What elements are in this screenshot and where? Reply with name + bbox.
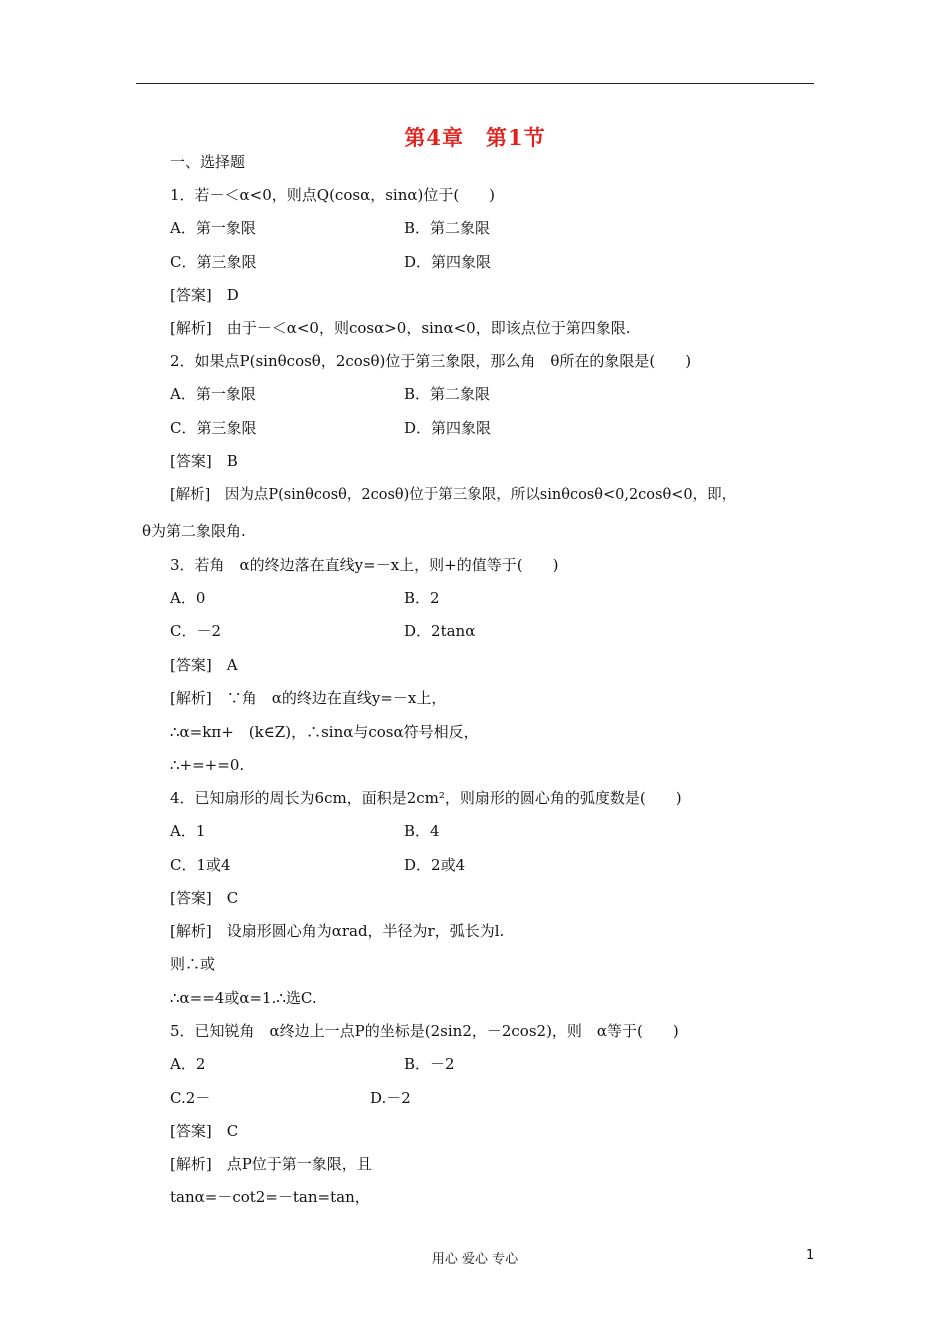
q3-analysis-line3: ∴+=+=0. — [170, 756, 245, 774]
q3-option-b: B．2 — [404, 589, 440, 607]
q2-analysis: [解析] 因为点P(sinθcosθ，2cosθ)位于第三象限，所以sinθcosθ<0,2cosθ<0，即， — [170, 487, 737, 503]
q3-option-c: C．－2 — [170, 622, 222, 640]
q5-option-b: B．－2 — [404, 1055, 455, 1073]
q4-analysis-line3: ∴α==4或α=1.∴选C. — [170, 989, 317, 1007]
q3-analysis-line2: ∴α=kπ+ (k∈Z)，∴sinα与cosα符号相反， — [170, 723, 479, 741]
q5-option-c: C.2－ — [170, 1089, 211, 1107]
title-section: 第1节 — [486, 125, 546, 150]
q1-option-a: A．第一象限 — [170, 219, 256, 237]
q1-analysis: [解析] 由于－＜α<0，则cosα>0，sinα<0，即该点位于第四象限. — [170, 319, 631, 337]
header-rule — [136, 83, 814, 84]
q2-option-a: A．第一象限 — [170, 385, 256, 403]
page-number: 1 — [806, 1248, 815, 1263]
q5-option-a: A．2 — [170, 1055, 206, 1073]
q4-option-d: D．2或4 — [404, 856, 466, 874]
q4-analysis: [解析] 设扇形圆心角为αrad，半径为r，弧长为l. — [170, 922, 505, 940]
q3-option-a: A．0 — [170, 589, 206, 607]
q2-answer: [答案] B — [170, 452, 238, 470]
q4-answer: [答案] C — [170, 889, 239, 907]
q2-option-c: C．第三象限 — [170, 419, 257, 437]
title-chapter: 第4章 — [404, 125, 464, 150]
q5-analysis: [解析] 点P位于第一象限，且 — [170, 1155, 372, 1173]
question-1: 1．若－＜α<0，则点Q(cosα，sinα)位于( ) — [170, 186, 496, 204]
q1-option-c: C．第三象限 — [170, 253, 257, 271]
q4-option-c: C．1或4 — [170, 856, 231, 874]
question-4: 4．已知扇形的周长为6cm，面积是2cm²，则扇形的圆心角的弧度数是( ) — [170, 789, 682, 807]
footer-text: 用心 爱心 专心 — [431, 1252, 519, 1267]
page-title — [0, 122, 950, 152]
question-3: 3．若角 α的终边落在直线y=－x上，则+的值等于( ) — [170, 556, 559, 574]
q3-answer: [答案] A — [170, 656, 238, 674]
q5-option-d: D.－2 — [370, 1089, 411, 1107]
question-2: 2．如果点P(sinθcosθ，2cosθ)位于第三象限，那么角 θ所在的象限是( ) — [170, 352, 692, 370]
section-heading: 一、选择题 — [170, 153, 246, 171]
q2-option-b: B．第二象限 — [404, 385, 491, 403]
q2-option-d: D．第四象限 — [404, 419, 492, 437]
q4-option-a: A．1 — [170, 822, 206, 840]
q5-analysis-line2: tanα=－cot2=－tan=tan， — [170, 1188, 370, 1206]
q3-analysis: [解析] ∵角 α的终边在直线y=－x上， — [170, 689, 447, 707]
question-5: 5．已知锐角 α终边上一点P的坐标是(2sin2，－2cos2)，则 α等于( ) — [170, 1022, 679, 1040]
q1-answer: [答案] D — [170, 286, 239, 304]
q1-option-d: D．第四象限 — [404, 253, 492, 271]
q3-option-d: D．2tanα — [404, 622, 476, 640]
q4-analysis-line2: 则∴或 — [170, 955, 216, 973]
q5-answer: [答案] C — [170, 1122, 239, 1140]
q2-analysis-cont: θ为第二象限角. — [142, 522, 246, 540]
q1-option-b: B．第二象限 — [404, 219, 491, 237]
q4-option-b: B．4 — [404, 822, 440, 840]
